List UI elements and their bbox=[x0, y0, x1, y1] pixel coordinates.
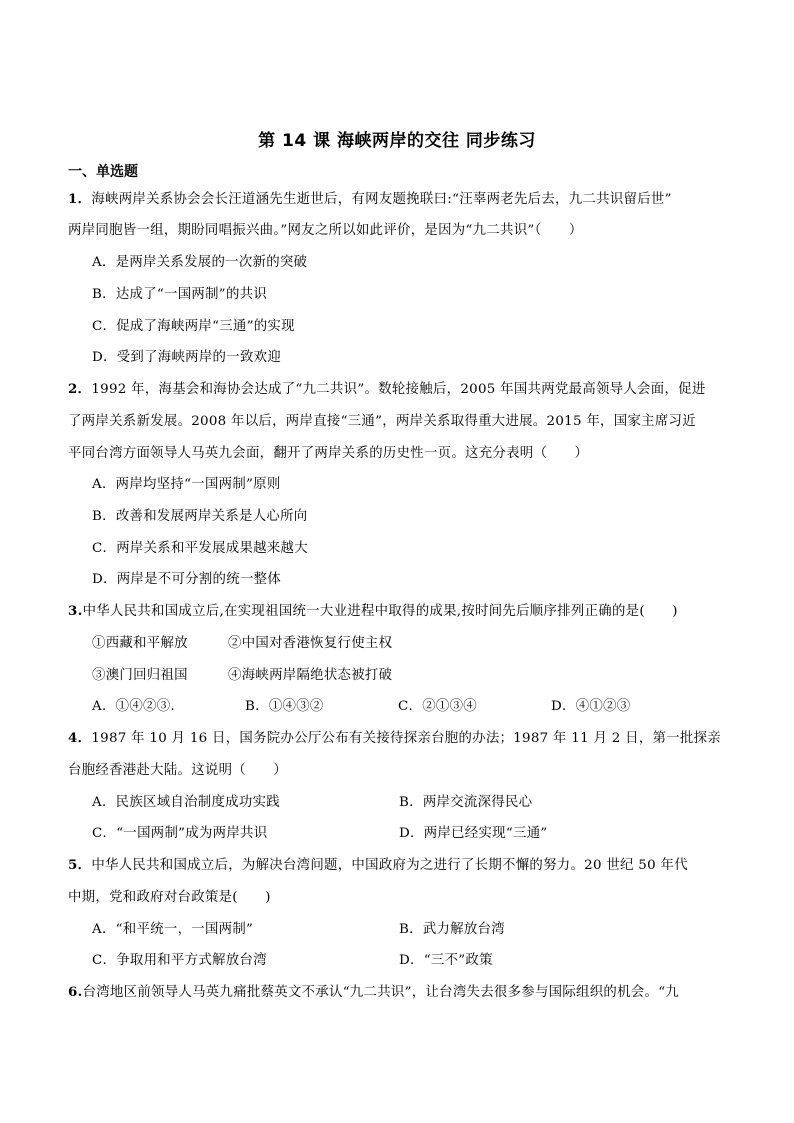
question-1-line-1: 1．海峡两岸关系协会会长汪道涵先生逝世后，有网友题挽联曰:“汪辜两老先后去，九二共识留后世” bbox=[68, 191, 672, 207]
question-2-option-b[interactable]: B．改善和发展两岸关系是人心所向 bbox=[92, 509, 308, 524]
question-4-line-1: 4．1987 年 10 月 16 日，国务院办公厅公布有关接待探亲台胞的办法；1987 年 11 月 2 日，第一批探亲 bbox=[68, 730, 721, 746]
question-3-item-1: ①西藏和平解放 bbox=[92, 636, 188, 651]
question-2-line-1: 2．1992 年，海基会和海协会达成了“九二共识”。数轮接触后，2005 年国共两党最高领导人会面，促进 bbox=[68, 381, 706, 397]
question-1-option-c[interactable]: C．促成了海峡两岸“三通”的实现 bbox=[92, 319, 295, 334]
question-1-line-2: 两岸同胞皆一组，期盼同唱振兴曲。”网友之所以如此评价，是因为“九二共识”（ ） bbox=[68, 223, 583, 238]
question-1-option-d[interactable]: D．受到了海峡两岸的一致欢迎 bbox=[92, 350, 282, 365]
question-2-option-a[interactable]: A．两岸均坚持“一国两制”原则 bbox=[92, 477, 281, 492]
question-4-line-2: 台胞经香港赴大陆。这说明（ ） bbox=[68, 763, 288, 778]
question-3-option-b[interactable]: B．①④③② bbox=[245, 699, 324, 714]
question-6-line-1: 6.台湾地区前领导人马英九痛批蔡英文不承认“九二共识”，让台湾失去很多参与国际组织的机会。“九 bbox=[68, 984, 680, 1000]
question-1-option-a[interactable]: A．是两岸关系发展的一次新的突破 bbox=[92, 255, 308, 270]
question-5-option-d[interactable]: D．“三不”政策 bbox=[399, 953, 493, 968]
question-2-line-2: 了两岸关系新发展。2008 年以后，两岸直接“三通”，两岸关系取得重大进展。2015 年，国家主席习近 bbox=[68, 414, 696, 429]
document-title: 第 14 课 海峡两岸的交往 同步练习 bbox=[258, 131, 536, 151]
question-2-option-c[interactable]: C．两岸关系和平发展成果越来越大 bbox=[92, 541, 308, 556]
question-3-number: 3. bbox=[68, 603, 83, 619]
section-heading: 一、单选题 bbox=[68, 164, 138, 180]
question-3-option-c[interactable]: C．②①③④ bbox=[398, 699, 477, 714]
question-3-line-1: 3.中华人民共和国成立后,在实现祖国统一大业进程中取得的成果,按时间先后顺序排列正确的是( ) bbox=[68, 603, 678, 619]
question-1-option-b[interactable]: B．达成了“一国两制”的共识 bbox=[92, 287, 268, 302]
question-1-number: 1． bbox=[68, 191, 92, 207]
question-5-option-c[interactable]: C．争取用和平方式解放台湾 bbox=[92, 953, 267, 968]
question-4-option-a[interactable]: A．民族区域自治制度成功实践 bbox=[92, 795, 280, 810]
question-5-option-b[interactable]: B．武力解放台湾 bbox=[399, 922, 505, 937]
question-2-number: 2． bbox=[68, 381, 92, 397]
question-3-item-2: ②中国对香港恢复行使主权 bbox=[228, 636, 393, 651]
question-4-number: 4． bbox=[68, 730, 92, 746]
question-3-option-a[interactable]: A．①④②③. bbox=[92, 699, 175, 714]
question-5-line-1: 5．中华人民共和国成立后，为解决台湾问题，中国政府为之进行了长期不懈的努力。20 世纪 50 年代 bbox=[68, 857, 688, 873]
question-5-option-a[interactable]: A．“和平统一，一国两制” bbox=[92, 922, 254, 937]
question-3-item-4: ④海峡两岸隔绝状态被打破 bbox=[228, 668, 393, 683]
question-3-option-d[interactable]: D．④①②③ bbox=[551, 699, 631, 714]
question-4-option-b[interactable]: B．两岸交流深得民心 bbox=[399, 795, 533, 810]
question-5-number: 5． bbox=[68, 857, 92, 873]
question-4-option-d[interactable]: D．两岸已经实现“三通” bbox=[399, 826, 548, 841]
question-2-line-3: 平同台湾方面领导人马英九会面，翻开了两岸关系的历史性一页。这充分表明（ ） bbox=[68, 446, 589, 461]
question-5-line-2: 中期，党和政府对台政策是( ) bbox=[68, 890, 271, 905]
question-3-item-3: ③澳门回归祖国 bbox=[92, 668, 188, 683]
question-2-option-d[interactable]: D．两岸是不可分割的统一整体 bbox=[92, 572, 282, 587]
question-6-number: 6. bbox=[68, 984, 83, 1000]
question-4-option-c[interactable]: C．“一国两制”成为两岸共识 bbox=[92, 826, 268, 841]
